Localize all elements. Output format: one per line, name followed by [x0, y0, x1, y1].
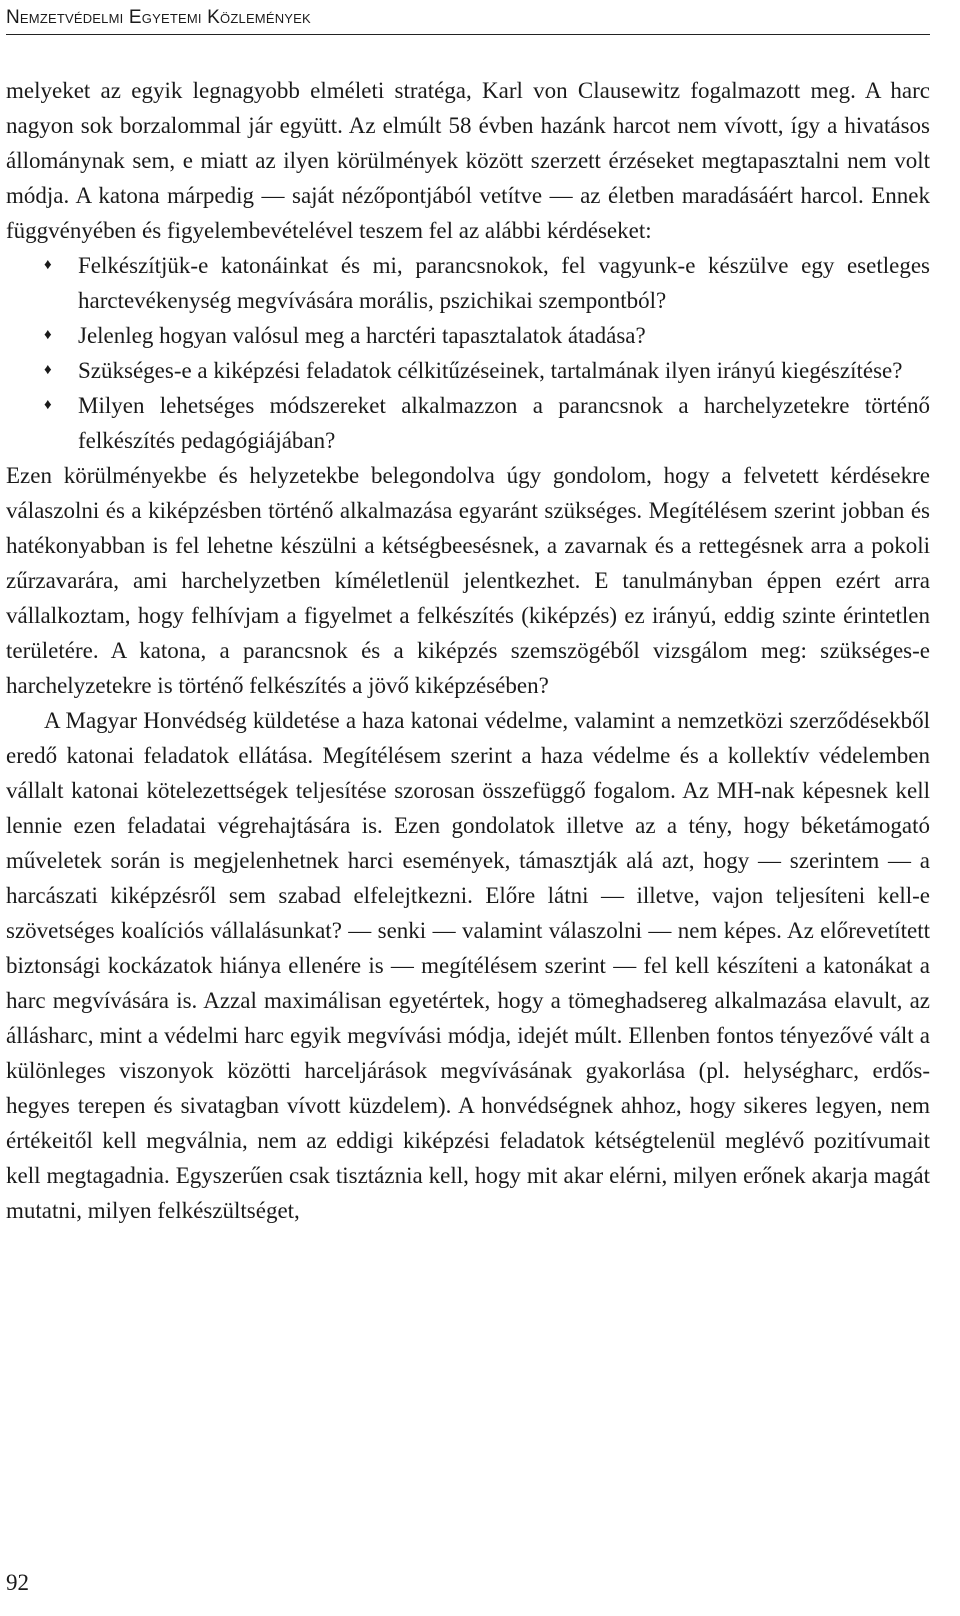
question-text: Szükséges-e a kiképzési feladatok célkitűzéseinek, tartalmának ilyen irányú kiegészítése?: [78, 358, 903, 383]
diamond-bullet-icon: ♦: [44, 257, 52, 273]
journal-title: Nemzetvédelmi Egyetemi Közlemények: [6, 7, 311, 28]
question-list: [6, 248, 930, 458]
running-header: [6, 4, 930, 35]
diamond-bullet-icon: ♦: [44, 362, 52, 378]
list-item: [6, 388, 930, 458]
question-text: Felkészítjük-e katonáinkat és mi, parancsnokok, fel vagyunk-e készülve egy esetleges harctevékenység megvívására morális, pszichikai szempontból?: [78, 253, 930, 313]
body-paragraph: A Magyar Honvédség küldetése a haza katonai védelme, valamint a nemzetközi szerződésekből eredő katonai feladatok ellátása. Megítélésem szerint a haza védelme és a kollektív védelemben vállalt katonai kötelezettségek teljesítése szorosan összefüggő fogalom. Az MH-nak képesnek kell lennie ezen feladatai végrehajtására is. Ezen gondolatok illetve az a tény, hogy béketámogató műveletek során is megjelenhetnek harci események, támasztják alá azt, hogy — szerintem — a harcászati kiképzésről sem szabad elfelejtkezni. Előre látni — illetve, vajon teljesíteni kell-e szövetséges koalíciós vállalásunkat? — senki — valamint válaszolni — nem képes. Az előrevetített biztonsági kockázatok hiánya ellenére is — megítélésem szerint — fel kell készíteni a katonákat a harc megvívására is. Azzal maximálisan egyetértek, hogy a tömeghadsereg alkalmazása elavult, az állásharc, mint a védelmi harc egyik megvívási módja, idejét múlt. Ellenben fontos tényezővé vált a különleges viszonyok közötti harceljárások megvívásának gyakorlása (pl. helységharc, erdős-hegyes terepen és sivatagban vívott küzdelem). A honvédségnek ahhoz, hogy sikeres legyen, nem értékeitől kell megválnia, nem az eddigi kiképzési feladatok kétségtelenül meglévő pozitívumait kell megtagadnia. Egyszerűen csak tisztáznia kell, hogy mit akar elérni, milyen erőnek akarja magát mutatni, milyen felkészültséget,: [6, 708, 930, 1223]
page-number: 92: [6, 1570, 29, 1595]
intro-paragraph: melyeket az egyik legnagyobb elméleti stratéga, Karl von Clausewitz fogalmazott meg. A harc nagyon sok borzalommal jár együtt. Az elmúlt 58 évben hazánk harcot nem vívott, így a hivatásos állománynak sem, e miatt az ilyen körülmények között szerzett érzéseket megtapasztalni nem volt módja. A katona márpedig — saját nézőpontjából vetítve — az életben maradásáért harcol. Ennek függvényében és figyelembevételével teszem fel az alábbi kérdéseket:: [6, 78, 930, 243]
diamond-bullet-icon: ♦: [44, 327, 52, 343]
list-item: [6, 353, 930, 388]
body-paragraph: Ezen körülményekbe és helyzetekbe belegondolva úgy gondolom, hogy a felvetett kérdésekre válaszolni és a kiképzésben történő alkalmazása egyaránt szükséges. Megítélésem szerint jobban és hatékonyabban is fel lehetne készülni a kétségbeesésnek, a zavarnak és a rettegésnek arra a pokoli zűrzavarára, ami harchelyzetben kíméletlenül jelentkezhet. E tanulmányban éppen ezért arra vállalkoztam, hogy felhívjam a figyelmet a felkészítés (kiképzés) ez irányú, eddig szinte érintetlen területére. A katona, a parancsnok és a kiképzés szemszögéből vizsgálom meg: szükséges-e harchelyzetekre is történő felkészítés a jövő kiképzésében?: [6, 463, 930, 698]
question-text: Milyen lehetséges módszereket alkalmazzon a parancsnok a harchelyzetekre történő felkészítés pedagógiájában?: [78, 393, 930, 453]
article-body: [6, 73, 930, 1228]
list-item: [6, 248, 930, 318]
list-item: [6, 318, 930, 353]
diamond-bullet-icon: ♦: [44, 397, 52, 413]
question-text: Jelenleg hogyan valósul meg a harctéri tapasztalatok átadása?: [78, 323, 646, 348]
